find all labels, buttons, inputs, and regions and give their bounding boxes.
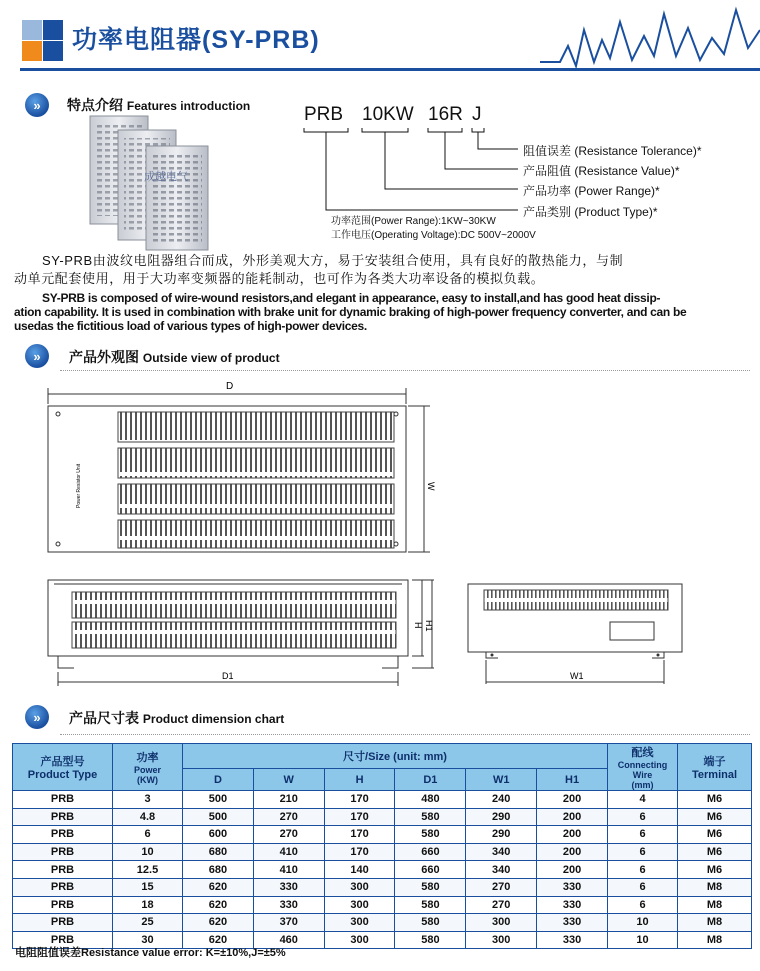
dim-label-w1: W1 bbox=[570, 671, 584, 681]
col-d1: D1 bbox=[395, 769, 466, 791]
table-row: PRB 6 600 270 170 580 290 200 6 M6 bbox=[13, 826, 752, 844]
table-row: PRB 3 500 210 170 480 240 200 4 M6 bbox=[13, 791, 752, 809]
model-code-connectors bbox=[300, 128, 530, 218]
dim-label-w: W bbox=[426, 482, 436, 491]
table-row: PRB 18 620 330 300 580 270 330 6 M8 bbox=[13, 896, 752, 914]
col-product-type: 产品型号 Product Type bbox=[13, 744, 113, 791]
product-photo bbox=[88, 112, 218, 252]
col-d: D bbox=[183, 769, 254, 791]
power-range-note: 功率范围(Power Range):1KW~30KW bbox=[331, 216, 496, 227]
col-terminal: 端子 Terminal bbox=[678, 744, 752, 791]
table-row: PRB 4.8 500 270 170 580 290 200 6 M6 bbox=[13, 808, 752, 826]
voltage-note: 工作电压(Operating Voltage):DC 500V~2000V bbox=[331, 230, 536, 241]
section-arrow-icon: » bbox=[25, 705, 49, 729]
dim-label-h: H bbox=[413, 622, 423, 629]
code-tolerance: J bbox=[472, 104, 482, 125]
code-power: 10KW bbox=[362, 104, 414, 125]
col-w: W bbox=[253, 769, 324, 791]
legend-tolerance: 阻值误差 (Resistance Tolerance)* bbox=[523, 144, 702, 158]
col-h1: H1 bbox=[537, 769, 608, 791]
col-w1: W1 bbox=[466, 769, 537, 791]
code-value: 16R bbox=[428, 104, 463, 125]
dim-label-h1: H1 bbox=[424, 620, 434, 632]
desc-cn-line1: SY-PRB由波纹电阻器组合而成，外形美观大方，易于安装组合使用，具有良好的散热能力，与制 bbox=[42, 253, 624, 268]
col-size-group: 尺寸/Size (unit: mm) bbox=[183, 744, 608, 769]
table-row: PRB 25 620 370 300 580 300 330 10 M8 bbox=[13, 914, 752, 932]
photo-watermark: 成越电气 bbox=[144, 170, 188, 183]
code-prb: PRB bbox=[304, 104, 344, 125]
dim-label-d: D bbox=[226, 381, 234, 392]
table-row: PRB 12.5 680 410 140 660 340 200 6 M6 bbox=[13, 861, 752, 879]
side-view-drawing bbox=[34, 572, 444, 690]
features-heading: 特点介绍 Features introduction bbox=[67, 97, 251, 113]
section-arrow-icon: » bbox=[25, 344, 49, 368]
desc-cn-line2: 动单元配套使用，用于大功率变频器的能耗制动，也可作为各类大功率设备的模拟负载。 bbox=[14, 271, 545, 286]
legend-type: 产品类别 (Product Type)* bbox=[523, 205, 658, 219]
plate-text: Power Resistor Unit bbox=[76, 463, 82, 508]
top-view-drawing bbox=[34, 378, 444, 558]
section-rule bbox=[60, 734, 750, 735]
col-h: H bbox=[324, 769, 395, 791]
section-arrow-icon: » bbox=[25, 93, 49, 117]
col-connecting-wire: 配线 Connecting Wire (mm) bbox=[608, 744, 678, 791]
legend-resistance: 产品阻值 (Resistance Value)* bbox=[523, 164, 680, 178]
table-row: PRB 30 620 460 300 580 300 330 10 M8 bbox=[13, 931, 752, 949]
dim-label-d1: D1 bbox=[222, 671, 234, 681]
dimension-chart-heading: 产品尺寸表 Product dimension chart bbox=[69, 710, 285, 726]
legend-power: 产品功率 (Power Range)* bbox=[523, 184, 660, 198]
desc-en-line1: SY-PRB is composed of wire-wound resistors,and elegant in appearance, easy to install,and has good heat dissip- bbox=[42, 291, 661, 305]
waveform-decoration bbox=[540, 0, 760, 72]
table-row: PRB 15 620 330 300 580 270 330 6 M8 bbox=[13, 878, 752, 896]
table-row: PRB 10 680 410 170 660 340 200 6 M6 bbox=[13, 843, 752, 861]
outside-view-heading: 产品外观图 Outside view of product bbox=[69, 349, 280, 365]
dimension-table bbox=[12, 743, 752, 949]
page-title: 功率电阻器(SY-PRB) bbox=[72, 26, 320, 54]
desc-en-line2: ation capability. It is used in combination with brake unit for dynamic braking of high-power frequency converter, and can be bbox=[14, 305, 687, 319]
footnote: 电阻阻值误差Resistance value error: K=±10%,J=±5% bbox=[15, 947, 286, 959]
col-power: 功率 Power (KW) bbox=[113, 744, 183, 791]
section-rule bbox=[60, 370, 750, 371]
desc-en-line3: usedas the fictitious load of various types of high-power devices. bbox=[14, 319, 367, 333]
end-view-drawing bbox=[462, 580, 692, 690]
